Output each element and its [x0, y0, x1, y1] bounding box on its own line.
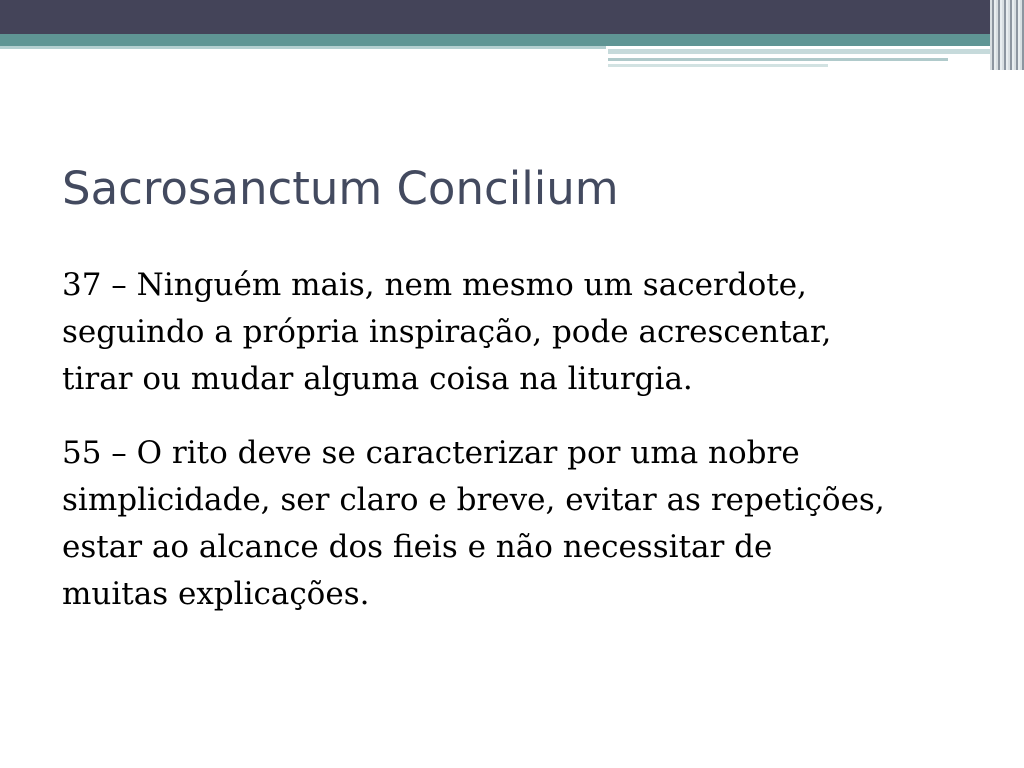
paragraph-line: seguindo a própria inspiração, pode acrescentar,: [62, 314, 832, 350]
corner-stripes-decoration: [990, 0, 1024, 70]
paragraph-line: 37 – Ninguém mais, nem mesmo um sacerdote,: [62, 267, 807, 303]
slide-body: [62, 262, 982, 645]
slide-title: Sacrosanctum Concilium: [62, 162, 619, 215]
paragraph-37: [62, 262, 982, 403]
paragraph-line: simplicidade, ser claro e breve, evitar as repetições,: [62, 482, 885, 518]
header-band-dark: [0, 0, 1024, 34]
paragraph-55: [62, 430, 982, 618]
paragraph-line: tirar ou mudar alguma coisa na liturgia.: [62, 361, 693, 397]
header-right-line: [608, 64, 828, 67]
paragraph-line: 55 – O rito deve se caracterizar por uma nobre: [62, 435, 800, 471]
header-right-line: [608, 49, 1000, 54]
paragraph-line: estar ao alcance dos fieis e não necessitar de: [62, 529, 773, 565]
header-band-teal: [0, 34, 1024, 46]
paragraph-line: muitas explicações.: [62, 576, 370, 612]
header-band-accent: [0, 46, 608, 49]
header-right-line: [608, 58, 948, 61]
